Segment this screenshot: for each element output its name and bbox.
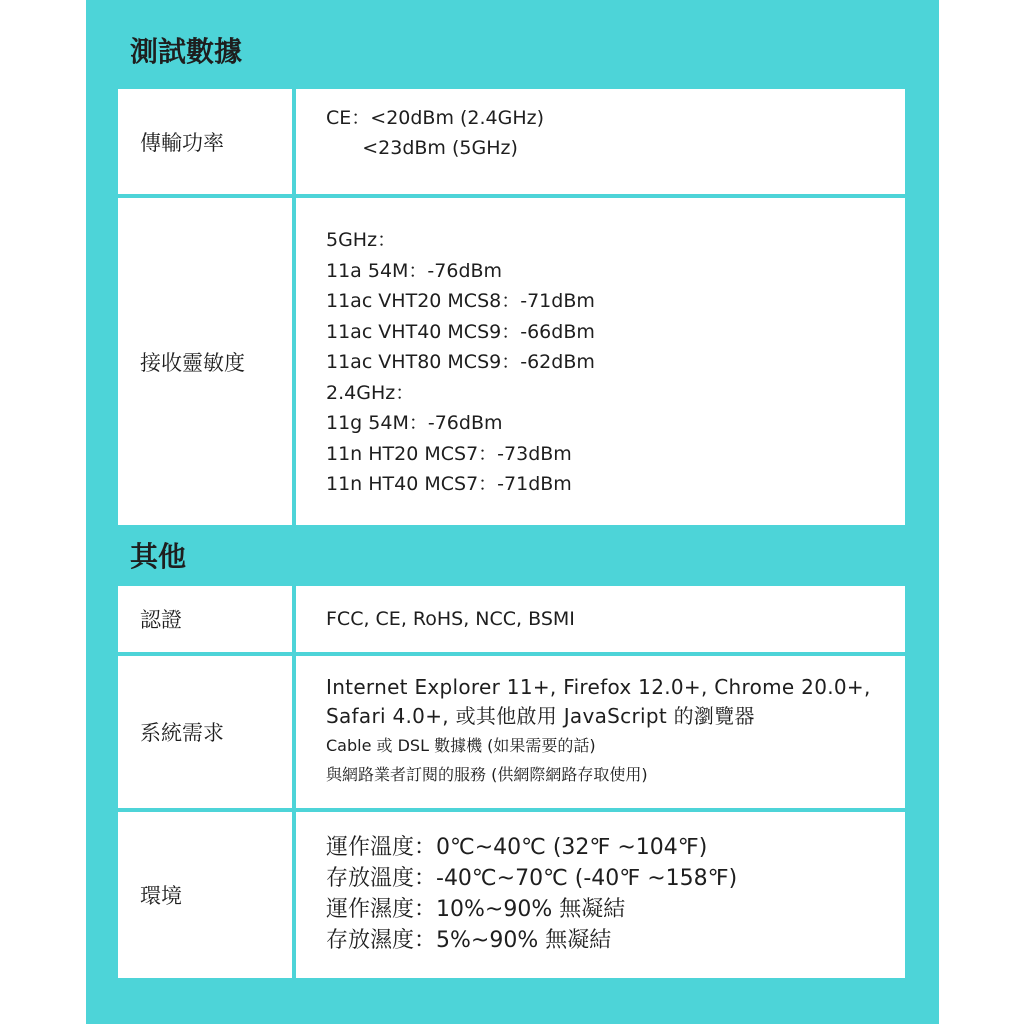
value-line: Safari 4.0+, 或其他啟用 JavaScript 的瀏覽器 — [326, 704, 755, 728]
label-transmit-power: 傳輸功率 — [118, 89, 292, 194]
value-transmit-power — [296, 89, 905, 194]
label-environment: 環境 — [118, 812, 292, 978]
value-line: 11ac VHT80 MCS9：-62dBm — [326, 351, 595, 373]
value-line: 運作濕度：10%~90% 無凝結 — [326, 897, 626, 922]
value-certification — [296, 586, 905, 652]
label-system-requirements: 系統需求 — [118, 656, 292, 808]
section-title-test-data: 測試數據 — [130, 35, 243, 68]
value-line: 與網路業者訂閱的服務 (供網際網路存取使用) — [326, 765, 648, 784]
value-environment — [296, 812, 905, 978]
label-certification: 認證 — [118, 586, 292, 652]
row-certification — [118, 586, 905, 652]
value-line: 2.4GHz： — [326, 381, 415, 404]
label-receive-sensitivity: 接收靈敏度 — [118, 198, 292, 525]
row-system-requirements — [118, 656, 905, 808]
value-line: 11ac VHT20 MCS8：-71dBm — [326, 290, 595, 312]
value-line: 11n HT40 MCS7：-71dBm — [326, 473, 572, 495]
value-receive-sensitivity — [296, 198, 905, 525]
value-line: CE：<20dBm (2.4GHz) — [326, 107, 545, 129]
value-line: Internet Explorer 11+, Firefox 12.0+, Chrome 20.0+, — [326, 675, 871, 699]
section-title-other: 其他 — [130, 540, 187, 573]
row-receive-sensitivity — [118, 198, 905, 525]
value-line: 11a 54M：-76dBm — [326, 259, 503, 282]
value-line: 11ac VHT40 MCS9：-66dBm — [326, 320, 595, 343]
value-line: 存放濕度：5%~90% 無凝結 — [326, 928, 612, 953]
value-system-requirements — [296, 656, 905, 808]
value-line: 11g 54M：-76dBm — [326, 412, 503, 434]
value-line: 運作溫度：0℃~40℃ (32℉ ~104℉) — [326, 835, 708, 860]
value-line: 5GHz： — [326, 229, 397, 251]
value-line: 11n HT20 MCS7：-73dBm — [326, 442, 572, 465]
row-environment — [118, 812, 905, 978]
value-line: Cable 或 DSL 數據機 (如果需要的話) — [326, 736, 596, 755]
row-transmit-power — [118, 89, 905, 194]
value-line: FCC, CE, RoHS, NCC, BSMI — [326, 607, 575, 630]
value-line: <23dBm (5GHz) — [326, 137, 518, 159]
value-line: 存放溫度：-40℃~70℃ (-40℉ ~158℉) — [326, 866, 738, 891]
